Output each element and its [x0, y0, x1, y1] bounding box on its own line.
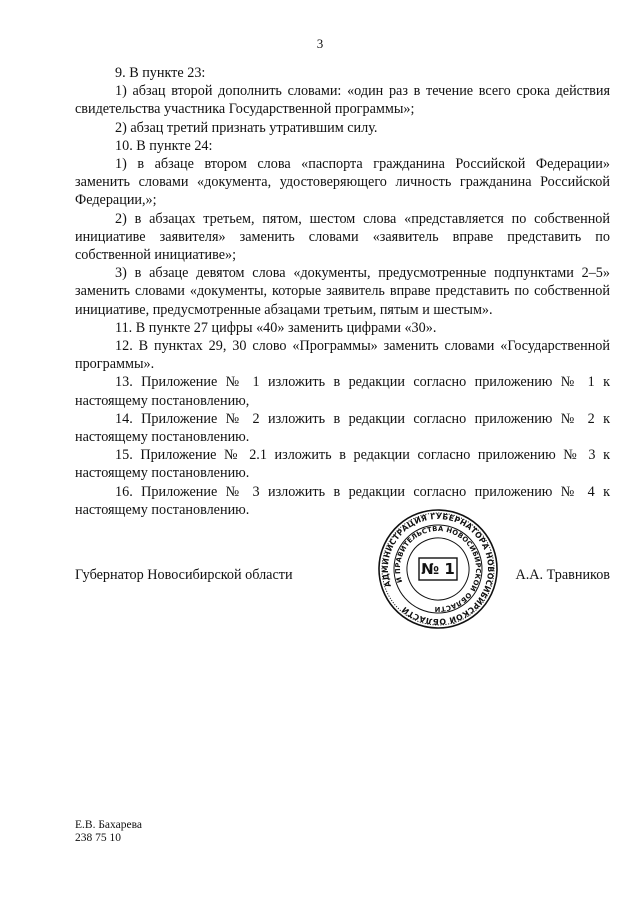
paragraph-item-16: 16. Приложение № 3 изложить в редакции согласно приложению № 4 к настоящему постановлению.: [75, 483, 610, 518]
executor-phone: 238 75 10: [75, 832, 121, 844]
signature-block: [75, 566, 610, 586]
executor-info: [75, 819, 142, 845]
paragraph-item-10-2: 2) в абзацах третьем, пятом, шестом слова «представляется по собственной инициативе заявителя» заменить словами «заявитель вправе представить по собственной инициативе»;: [75, 210, 610, 264]
paragraph-item-10: 10. В пункте 24:: [115, 137, 213, 154]
paragraph-item-9: 9. В пункте 23:: [115, 65, 206, 81]
executor-name: Е.В. Бахарева: [75, 819, 142, 831]
signatory-title: Губернатор Новосибирской области: [75, 567, 293, 583]
document-body: [75, 64, 610, 519]
paragraph-item-10-1: 1) в абзаце втором слова «паспорта гражданина Российской Федерации» заменить словами «документа, удостоверяющего личность гражданина Российской Федерации,»;: [75, 156, 610, 209]
paragraph-item-9-2: 2) абзац третий признать утратившим силу.: [115, 119, 378, 136]
signatory-name: А.А. Травников: [515, 567, 610, 583]
seal-center-text: № 1: [421, 560, 455, 578]
paragraph-item-14: 14. Приложение № 2 изложить в редакции согласно приложению № 2 к настоящему постановлению.: [75, 410, 610, 446]
official-seal: [376, 507, 500, 631]
paragraph-item-15: 15. Приложение № 2.1 изложить в редакции согласно приложению № 3 к настоящему постановлению.: [75, 447, 610, 482]
paragraph-item-9-1: 1) абзац второй дополнить словами: «один раз в течение всего срока действия свидетельства участника Государственной программы»;: [75, 83, 610, 118]
paragraph-item-12: 12. В пунктах 29, 30 слово «Программы» заменить словами «Государственной программы».: [75, 338, 610, 373]
paragraph-item-13: 13. Приложение № 1 изложить в редакции согласно приложению № 1 к настоящему постановлению,: [75, 374, 610, 409]
seal-inner-text: И ПРАВИТЕЛЬСТВА НОВОСИБИРСКОЙ ОБЛАСТИ: [393, 524, 483, 614]
paragraph-item-10-3: 3) в абзаце девятом слова «документы, предусмотренные подпунктами 2–5» заменить словами «документы, которые заявитель вправе представить по собственной инициативе, предусмотренные абзацами третьим, пятым и шестым».: [75, 265, 610, 318]
paragraph-item-11: 11. В пункте 27 цифры «40» заменить цифрами «30».: [115, 319, 437, 336]
page-number: 3: [316, 36, 324, 51]
seal-outer-text: АДМИНИСТРАЦИЯ ГУБЕРНАТОРА НОВОСИБИРСКОЙ ОБЛАСТИ: [380, 511, 496, 627]
